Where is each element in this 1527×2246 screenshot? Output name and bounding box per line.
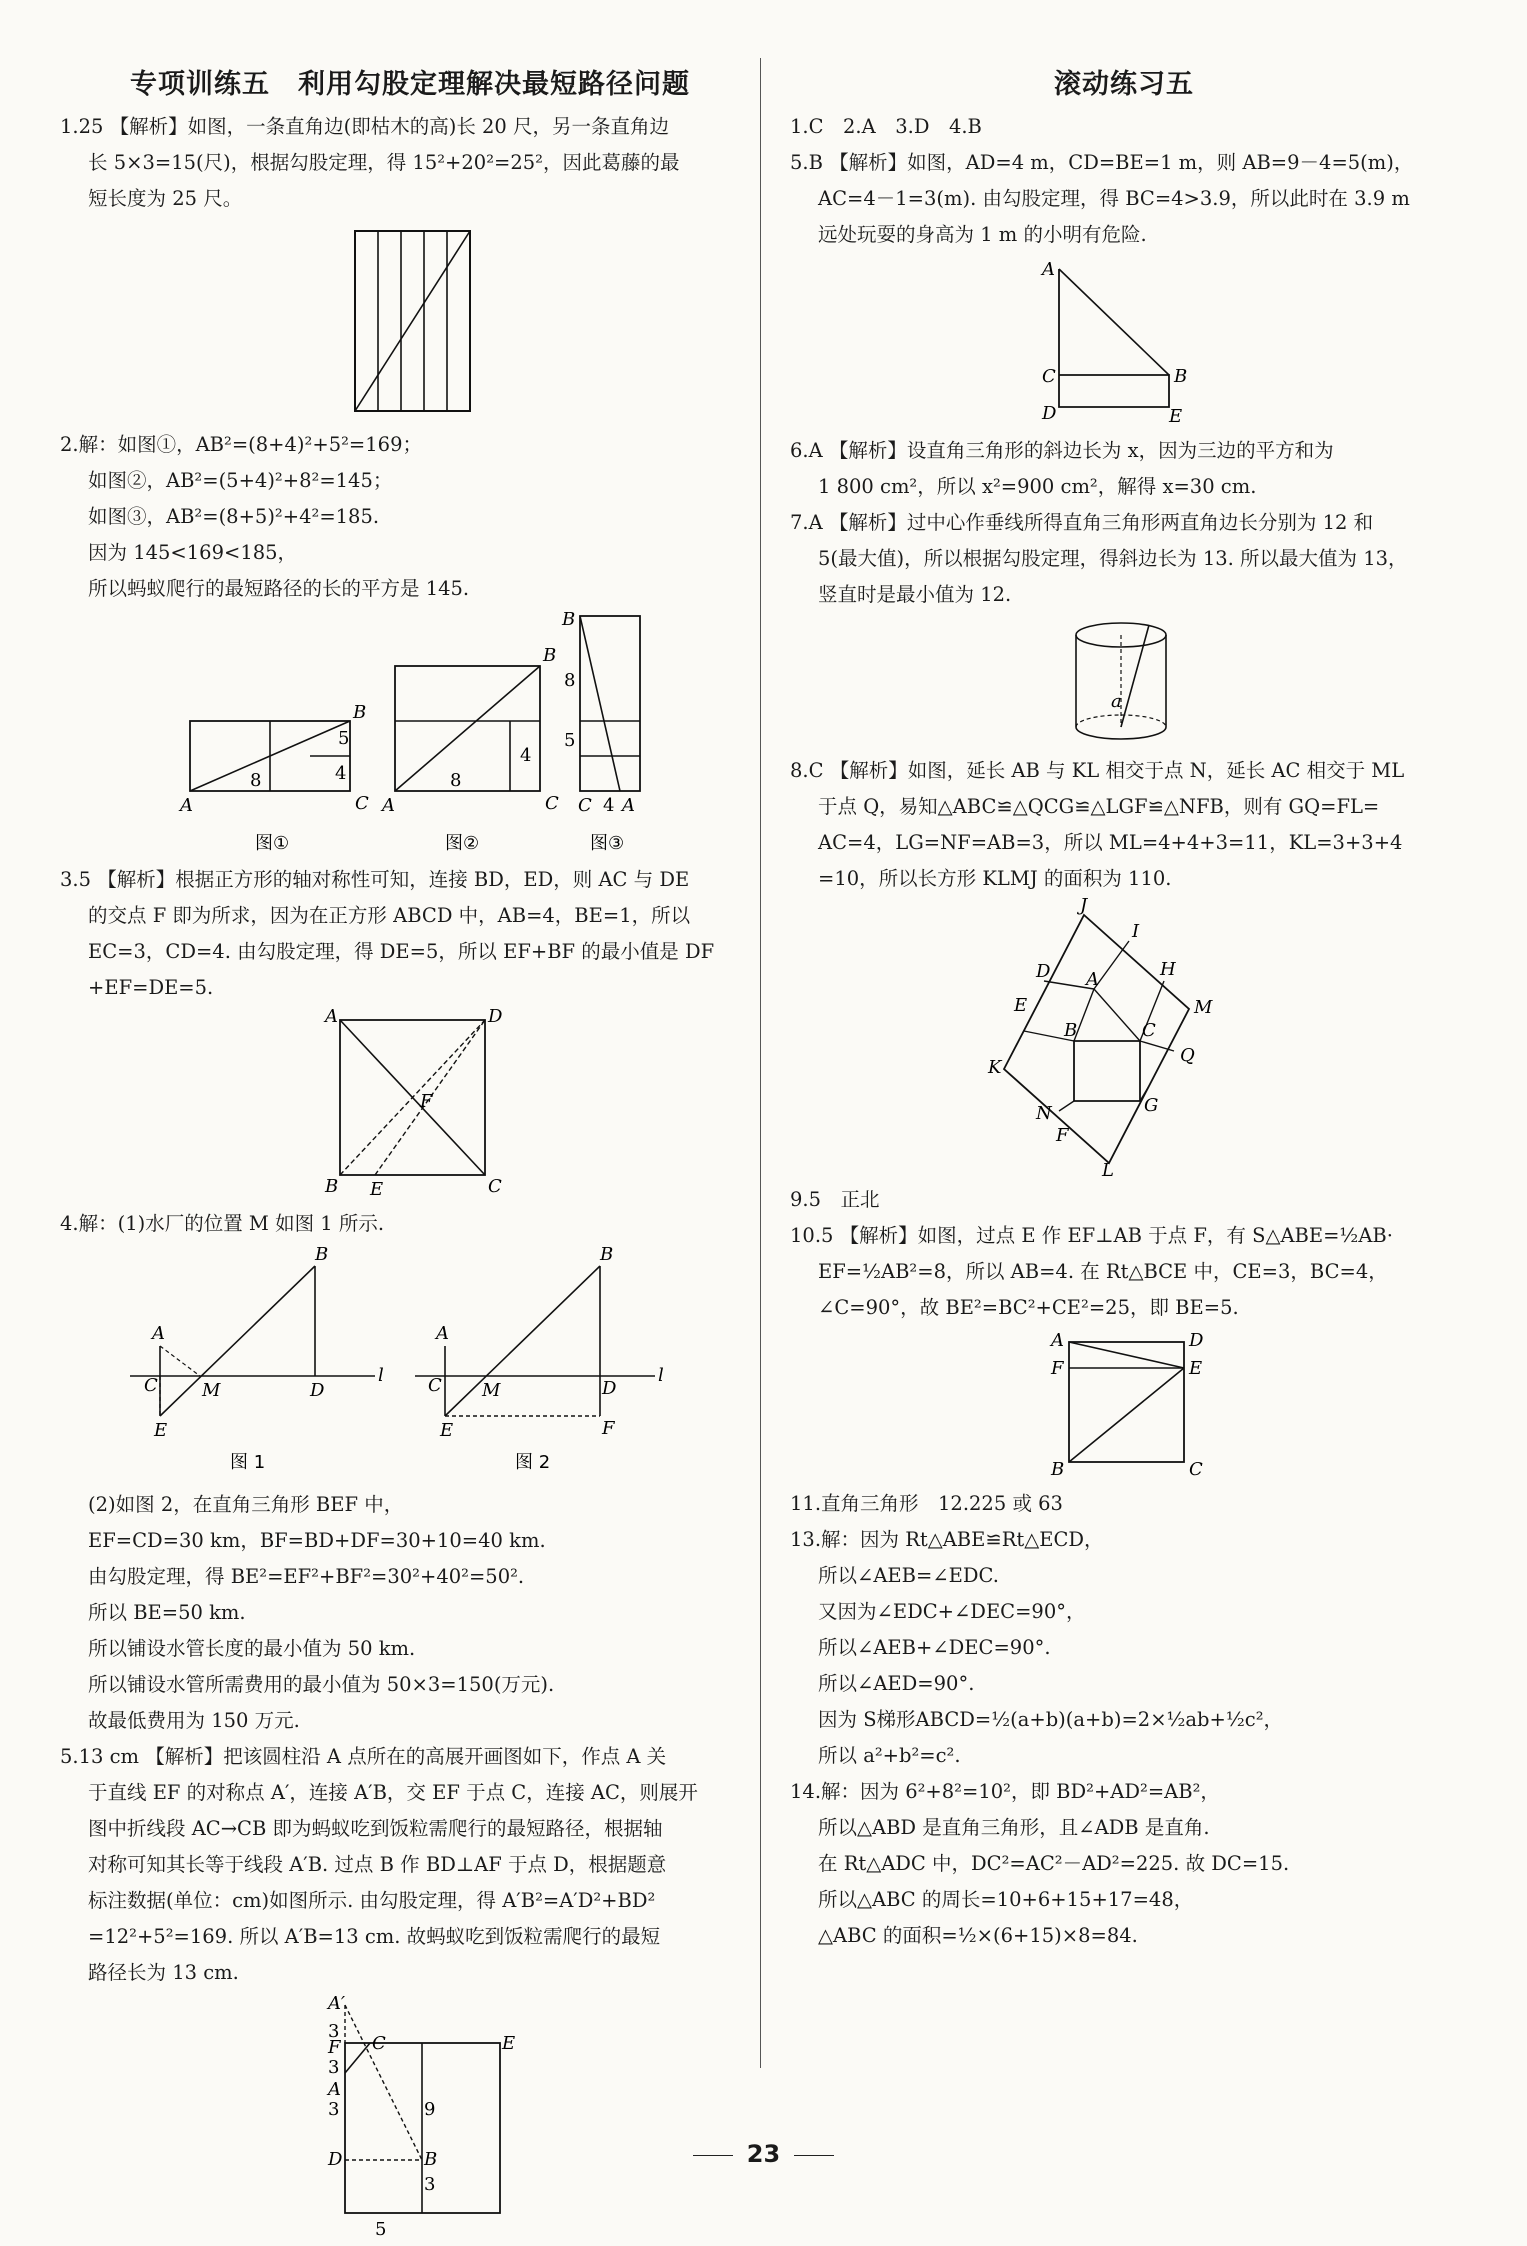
left-column: [60, 62, 760, 2246]
svg-text:A: A: [325, 1006, 338, 1027]
svg-text:B: B: [353, 702, 367, 723]
svg-text:4: 4: [335, 763, 347, 784]
answers-1-4: 1.C 2.A 3.D 4.B: [790, 115, 982, 138]
answer-3: 3.5 【解析】根据正方形的轴对称性可知，连接 BD，ED，则 AC 与 DE 的交点 F 即为所求，因为在正方形 ABCD 中，AB=4，BE=1，所以 EC=3，CD=4. 由勾股定理，得 DE=5，所以 EF+BF 的最小值是 DF +EF=DE=5.: [60, 868, 715, 999]
svg-text:A: A: [180, 795, 193, 816]
figure-3-square: [310, 1006, 510, 1200]
svg-text:8: 8: [450, 770, 462, 791]
svg-text:F: F: [602, 1418, 615, 1439]
svg-text:D: D: [1189, 1330, 1204, 1351]
svg-text:E: E: [1189, 1358, 1203, 1379]
svg-text:E: E: [502, 2033, 516, 2054]
svg-text:F: F: [1051, 1358, 1064, 1379]
svg-text:a: a: [1111, 691, 1122, 712]
svg-text:C: C: [355, 793, 369, 814]
svg-text:A: A: [436, 1323, 449, 1344]
svg-text:5: 5: [564, 730, 576, 751]
svg-text:D: D: [310, 1380, 325, 1401]
svg-text:B: B: [562, 609, 576, 630]
svg-text:E: E: [370, 1179, 384, 1200]
figure-r8-rectangle-klmj: [984, 895, 1264, 1181]
left-section-title: 专项训练五 利用勾股定理解决最短路径问题: [130, 69, 690, 100]
svg-text:E: E: [440, 1420, 454, 1441]
svg-text:N: N: [1036, 1103, 1052, 1124]
svg-text:F: F: [420, 1091, 433, 1112]
svg-text:3: 3: [328, 2057, 340, 2078]
svg-text:4: 4: [520, 745, 532, 766]
svg-text:C: C: [545, 793, 559, 814]
svg-text:A′: A′: [328, 1993, 346, 2014]
svg-text:B: B: [325, 1176, 339, 1197]
svg-text:M: M: [1194, 997, 1213, 1018]
svg-text:图 1: 图 1: [230, 1452, 266, 1473]
svg-text:B: B: [600, 1244, 614, 1265]
svg-text:B: B: [1051, 1459, 1065, 1480]
svg-text:D: D: [1042, 403, 1057, 424]
svg-text:图②: 图②: [445, 833, 480, 854]
svg-text:C: C: [488, 1176, 502, 1197]
svg-text:5: 5: [375, 2219, 387, 2240]
answer-r9: 9.5 正北: [790, 1188, 880, 1211]
svg-text:8: 8: [564, 670, 576, 691]
svg-text:D: D: [328, 2149, 343, 2170]
svg-text:B: B: [543, 645, 557, 666]
svg-text:C: C: [372, 2033, 386, 2054]
figure-4-water-plant: [130, 1246, 690, 1481]
answer-r7: 7.A 【解析】过中心作垂线所得直角三角形两直角边长分别为 12 和 5(最大值)，所以根据勾股定理，得斜边长为 13. 所以最大值为 13， 竖直时是最小值为 12.: [790, 511, 1408, 606]
svg-text:A: A: [152, 1323, 165, 1344]
svg-text:4: 4: [603, 795, 615, 816]
answer-4: 4.解：(1)水厂的位置 M 如图 1 所示.: [60, 1212, 385, 1235]
svg-text:A: A: [622, 795, 635, 816]
svg-text:8: 8: [250, 770, 262, 791]
svg-text:D: D: [488, 1006, 503, 1027]
figure-r5-triangle: [1014, 257, 1234, 427]
svg-text:K: K: [988, 1057, 1002, 1078]
svg-text:A: A: [1042, 259, 1055, 280]
svg-text:B: B: [424, 2149, 438, 2170]
svg-text:5: 5: [338, 728, 350, 749]
svg-text:l: l: [378, 1365, 384, 1386]
svg-text:A: A: [328, 2079, 341, 2100]
svg-text:A: A: [382, 795, 395, 816]
svg-text:E: E: [1014, 995, 1028, 1016]
svg-text:图③: 图③: [590, 833, 625, 854]
svg-text:H: H: [1160, 959, 1176, 980]
svg-text:C: C: [1189, 1459, 1203, 1480]
svg-text:E: E: [1169, 406, 1183, 427]
page-number: 23: [0, 2140, 1527, 2168]
svg-text:l: l: [658, 1365, 664, 1386]
svg-text:B: B: [1174, 366, 1188, 387]
svg-text:F: F: [1056, 1125, 1069, 1146]
svg-text:A: A: [1051, 1330, 1064, 1351]
answer-r13: 13.解：因为 Rt△ABE≌Rt△ECD， 所以∠AEB=∠EDC. 又因为∠EDC+∠DEC=90°， 所以∠AEB+∠DEC=90°. 所以∠AED=90°. 因为 S梯形ABCD=½(a+b)(a+b)=2×½ab+½c²， 所以 a²+b²=c².: [790, 1528, 1284, 1767]
svg-text:I: I: [1132, 921, 1140, 942]
svg-text:B: B: [1064, 1020, 1078, 1041]
svg-text:B: B: [315, 1244, 329, 1265]
svg-text:图 2: 图 2: [515, 1452, 551, 1473]
svg-text:C: C: [144, 1375, 158, 1396]
figure-5-cylinder-net: [310, 1993, 516, 2240]
answer-5: 5.13 cm 【解析】把该圆柱沿 A 点所在的高展开画图如下，作点 A 关 于直线 EF 的对称点 A′，连接 A′B，交 EF 于点 C，连接 AC，则展开 图中折线段 AC→CB 即为蚂蚁吃到饭粒需爬行的最短路径，根据轴 对称可知其长等于线段 A′B. 过点 B 作 BD⊥AF 于点 D，根据题意 标注数据(单位：cm)如图所示. 由勾股定理，得 A′B²=A′D²+BD² =12²+5²=169. 所以 A′B=13 cm. 故蚂蚁吃到饭粒需爬行的最短 路径长为 13 cm.: [60, 1745, 698, 1984]
figure-r7-cylinder: [1059, 617, 1189, 747]
svg-text:C: C: [1042, 366, 1056, 387]
svg-text:C: C: [578, 795, 592, 816]
figure-2-boxes: [160, 611, 660, 856]
svg-text:D: D: [602, 1378, 617, 1399]
svg-text:M: M: [202, 1380, 221, 1401]
answer-r14: 14.解：因为 6²+8²=10²，即 BD²+AD²=AB²， 所以△ABD 是直角三角形，且∠ADB 是直角. 在 Rt△ADC 中，DC²=AC²－AD²=225. 故 DC=15. 所以△ABC 的周长=10+6+15+17=48， △ABC 的面积=½×(6+15)×8=84.: [790, 1780, 1290, 1947]
svg-text:A: A: [1086, 969, 1099, 990]
svg-text:F: F: [328, 2037, 341, 2058]
svg-text:C: C: [428, 1375, 442, 1396]
svg-text:E: E: [154, 1420, 168, 1441]
svg-text:J: J: [1080, 895, 1088, 916]
right-section-title: 滚动练习五: [1054, 69, 1194, 100]
answer-r5: 5.B 【解析】如图，AD=4 m，CD=BE=1 m，则 AB=9－4=5(m)， AC=4－1=3(m). 由勾股定理，得 BC=4>3.9，所以此时在 3.9 m 远处玩耍的身高为 1 m 的小明有危险.: [790, 151, 1414, 246]
right-column: [790, 62, 1458, 1954]
answer-r8: 8.C 【解析】如图，延长 AB 与 KL 相交于点 N，延长 AC 相交于 ML 于点 Q，易知△ABC≌△QCG≌△LGF≌△NFB，则有 GQ=FL= AC=4，LG=NF=AB=3，所以 ML=4+4+3=11，KL=3+3+4 =10，所以长方形 KLMJ 的面积为 110.: [790, 759, 1405, 890]
answers-11-12: 11.直角三角形 12.225 或 63: [790, 1492, 1063, 1515]
svg-text:3: 3: [328, 2099, 340, 2120]
svg-text:G: G: [1144, 1095, 1159, 1116]
answer-2: 2.解：如图①，AB²=(8+4)²+5²=169； 如图②，AB²=(5+4)²+8²=145； 如图③，AB²=(8+5)²+4²=185. 因为 145<169<185， 所以蚂蚁爬行的最短路径的长的平方是 145.: [60, 433, 470, 600]
figure-1-strips: [330, 221, 490, 421]
svg-text:图①: 图①: [255, 833, 290, 854]
svg-text:3: 3: [424, 2174, 436, 2195]
svg-text:Q: Q: [1180, 1045, 1195, 1066]
svg-text:3: 3: [328, 2021, 340, 2042]
svg-text:9: 9: [424, 2099, 436, 2120]
column-divider: [760, 58, 761, 2068]
figure-r10-square: [1039, 1330, 1209, 1480]
answer-1: 1.25 【解析】如图，一条直角边(即枯木的高)长 20 尺，另一条直角边 长 5×3=15(尺)，根据勾股定理，得 15²+20²=25²，因此葛藤的最 短长度为 25 尺。: [60, 115, 680, 210]
svg-text:C: C: [1142, 1020, 1156, 1041]
answer-r6: 6.A 【解析】设直角三角形的斜边长为 x，因为三边的平方和为 1 800 cm²，所以 x²=900 cm²，解得 x=30 cm.: [790, 439, 1334, 498]
answer-r10: 10.5 【解析】如图，过点 E 作 EF⊥AB 于点 F，有 S△ABE=½AB· EF=½AB²=8，所以 AB=4. 在 Rt△BCE 中，CE=3，BC=4， ∠C=90°，故 BE²=BC²+CE²=25，即 BE=5.: [790, 1224, 1393, 1319]
answer-4-part-2: (2)如图 2，在直角三角形 BEF 中， EF=CD=30 km，BF=BD+DF=30+10=40 km. 由勾股定理，得 BE²=EF²+BF²=30²+40²=50². 所以 BE=50 km. 所以铺设水管长度的最小值为 50 km. 所以铺设水管所需费用的最小值为 50×3=150(万元). 故最低费用为 150 万元.: [88, 1493, 555, 1732]
svg-text:M: M: [482, 1380, 501, 1401]
svg-text:D: D: [1036, 961, 1051, 982]
svg-text:L: L: [1102, 1160, 1114, 1181]
